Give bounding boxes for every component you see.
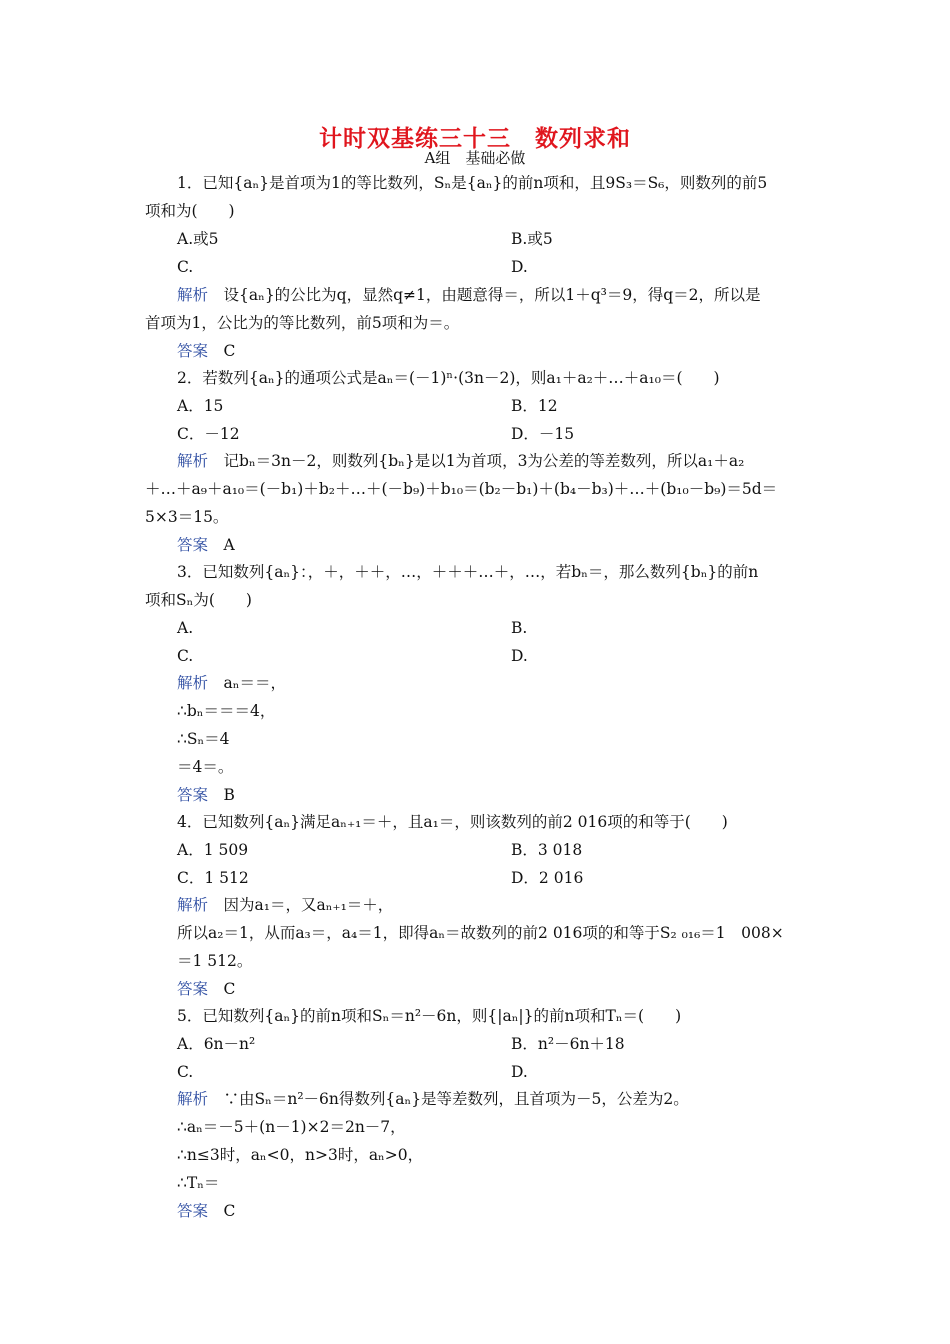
text-line — [177, 229, 218, 249]
text-line — [177, 535, 235, 555]
text-line — [177, 785, 235, 805]
keyword-label: 答案 — [177, 342, 209, 360]
text-line — [145, 201, 235, 221]
text-line — [177, 396, 223, 416]
line-text: aₙ＝＝， — [208, 674, 286, 692]
line-text: C. — [177, 258, 194, 276]
line-text: ∴aₙ＝－5＋(n－1)×2＝2n－7， — [177, 1118, 406, 1136]
text-line — [511, 229, 553, 249]
line-text: ∴Sₙ＝4 — [177, 730, 230, 748]
text-line — [511, 257, 528, 277]
keyword-label: 解析 — [177, 1090, 209, 1108]
text-line — [177, 812, 728, 832]
line-text: C. — [177, 647, 194, 665]
line-text: D. — [511, 647, 528, 665]
line-text: B．12 — [511, 397, 558, 415]
keyword-label: 答案 — [177, 786, 209, 804]
line-text: 设{aₙ}的公比为q，显然q≠1，由题意得＝，所以1＋q³＝9，得q＝2，所以是 — [208, 286, 761, 304]
line-text: D. — [511, 258, 528, 276]
line-text: C — [208, 1202, 236, 1220]
keyword-label: 解析 — [177, 452, 209, 470]
line-text: 所以a₂＝1，从而a₃＝，a₄＝1，即得aₙ＝故数列的前2 016项的和等于S₂ ₀₁₆＝1 008× — [177, 924, 784, 942]
keyword-label: 解析 — [177, 286, 209, 304]
text-line — [177, 1145, 423, 1165]
text-line — [511, 1062, 528, 1082]
text-line — [177, 173, 767, 193]
text-line — [177, 757, 233, 777]
text-line — [177, 424, 240, 444]
line-text: B. — [511, 619, 528, 637]
line-text: C．1 512 — [177, 869, 249, 887]
line-text: 首项为1，公比为的等比数列，前5项和为＝。 — [145, 314, 460, 332]
line-text: A．15 — [177, 397, 224, 415]
text-line — [177, 1173, 219, 1193]
text-line — [511, 840, 582, 860]
text-line — [177, 673, 286, 693]
text-line — [177, 368, 720, 388]
text-line — [177, 341, 235, 361]
line-text: ∴n≤3时，aₙ<0，n>3时，aₙ>0， — [177, 1146, 424, 1164]
text-line — [177, 729, 230, 749]
text-line — [177, 895, 393, 915]
text-line — [177, 1006, 681, 1026]
text-line — [177, 257, 193, 277]
keyword-label: 解析 — [177, 674, 209, 692]
line-text: 项和Sₙ为( ) — [145, 591, 252, 609]
text-line — [177, 868, 249, 888]
section-subtitle: A组 基础必做 — [424, 149, 526, 167]
text-line — [177, 951, 252, 971]
line-text: ＝1 512。 — [177, 952, 253, 970]
keyword-label: 解析 — [177, 896, 209, 914]
page-title: 计时双基练三十三 数列求和 — [319, 126, 631, 152]
line-text: 4．已知数列{aₙ}满足aₙ₊₁＝＋，且a₁＝，则该数列的前2 016项的和等于( ) — [177, 813, 728, 831]
text-line — [177, 451, 744, 471]
line-text: B．3 018 — [511, 841, 583, 859]
text-line — [177, 1201, 235, 1221]
line-text: B.或5 — [511, 230, 553, 248]
line-text: B — [208, 786, 235, 804]
line-text: A．1 509 — [177, 841, 249, 859]
text-line — [511, 618, 527, 638]
text-line — [177, 701, 275, 721]
line-text: B．n²－6n＋18 — [511, 1035, 625, 1053]
line-text: 记bₙ＝3n－2，则数列{bₙ}是以1为首项，3为公差的等差数列，所以a₁＋a₂ — [208, 452, 745, 470]
text-line — [511, 646, 528, 666]
text-line — [177, 840, 248, 860]
line-text: ∵由Sₙ＝n²－6n得数列{aₙ}是等差数列，且首项为－5，公差为2。 — [208, 1090, 689, 1108]
line-text: A.或5 — [177, 230, 219, 248]
text-line — [177, 923, 784, 943]
line-text: A. — [177, 619, 194, 637]
line-text: D．2 016 — [511, 869, 584, 887]
text-line — [511, 424, 574, 444]
keyword-label: 答案 — [177, 536, 209, 554]
text-line — [145, 479, 777, 499]
line-text: 因为a₁＝，又aₙ₊₁＝＋， — [208, 896, 394, 914]
text-line — [177, 1062, 193, 1082]
line-text: C — [208, 342, 236, 360]
line-text: ＝4＝。 — [177, 758, 234, 776]
text-line — [145, 590, 252, 610]
line-text: 5．已知数列{aₙ}的前n项和Sₙ＝n²－6n，则{|aₙ|}的前n项和Tₙ＝( ) — [177, 1007, 682, 1025]
line-text: 1．已知{aₙ}是首项为1的等比数列，Sₙ是{aₙ}的前n项和，且9S₃＝S₆，则数列的前5 — [177, 174, 768, 192]
line-text: 项和为( ) — [145, 202, 235, 220]
text-line — [511, 396, 558, 416]
text-line — [177, 1089, 689, 1109]
text-line — [177, 562, 758, 582]
text-line — [177, 1117, 406, 1137]
text-line — [511, 868, 583, 888]
line-text: ＋…＋a₉＋a₁₀＝(－b₁)＋b₂＋…＋(－b₉)＋b₁₀＝(b₂－b₁)＋(b₄－b₃)＋…＋(b₁₀－b₉)＝5d＝ — [145, 480, 778, 498]
line-text: A．6n－n² — [177, 1035, 256, 1053]
line-text: 5×3＝15。 — [145, 508, 229, 526]
text-line — [177, 1034, 255, 1054]
line-text: D．－15 — [511, 425, 575, 443]
line-text: 2．若数列{aₙ}的通项公式是aₙ＝(－1)ⁿ·(3n－2)，则a₁＋a₂＋…＋a₁₀＝( ) — [177, 369, 720, 387]
keyword-label: 答案 — [177, 1202, 209, 1220]
line-text: C. — [177, 1063, 194, 1081]
text-line — [511, 1034, 625, 1054]
line-text: D. — [511, 1063, 528, 1081]
line-text: C — [208, 980, 236, 998]
line-text: A — [208, 536, 235, 554]
text-line — [177, 285, 761, 305]
text-line — [145, 313, 459, 333]
line-text: C．－12 — [177, 425, 240, 443]
keyword-label: 答案 — [177, 980, 209, 998]
text-line — [177, 646, 193, 666]
text-line — [145, 507, 228, 527]
line-text: 3．已知数列{aₙ}：，＋，＋＋，…，＋＋＋…＋，…，若bₙ＝，那么数列{bₙ}的前n — [177, 563, 759, 581]
line-text: ∴Tₙ＝ — [177, 1174, 220, 1192]
text-line — [177, 979, 235, 999]
line-text: ∴bₙ＝＝＝4， — [177, 702, 276, 720]
text-line — [177, 618, 193, 638]
